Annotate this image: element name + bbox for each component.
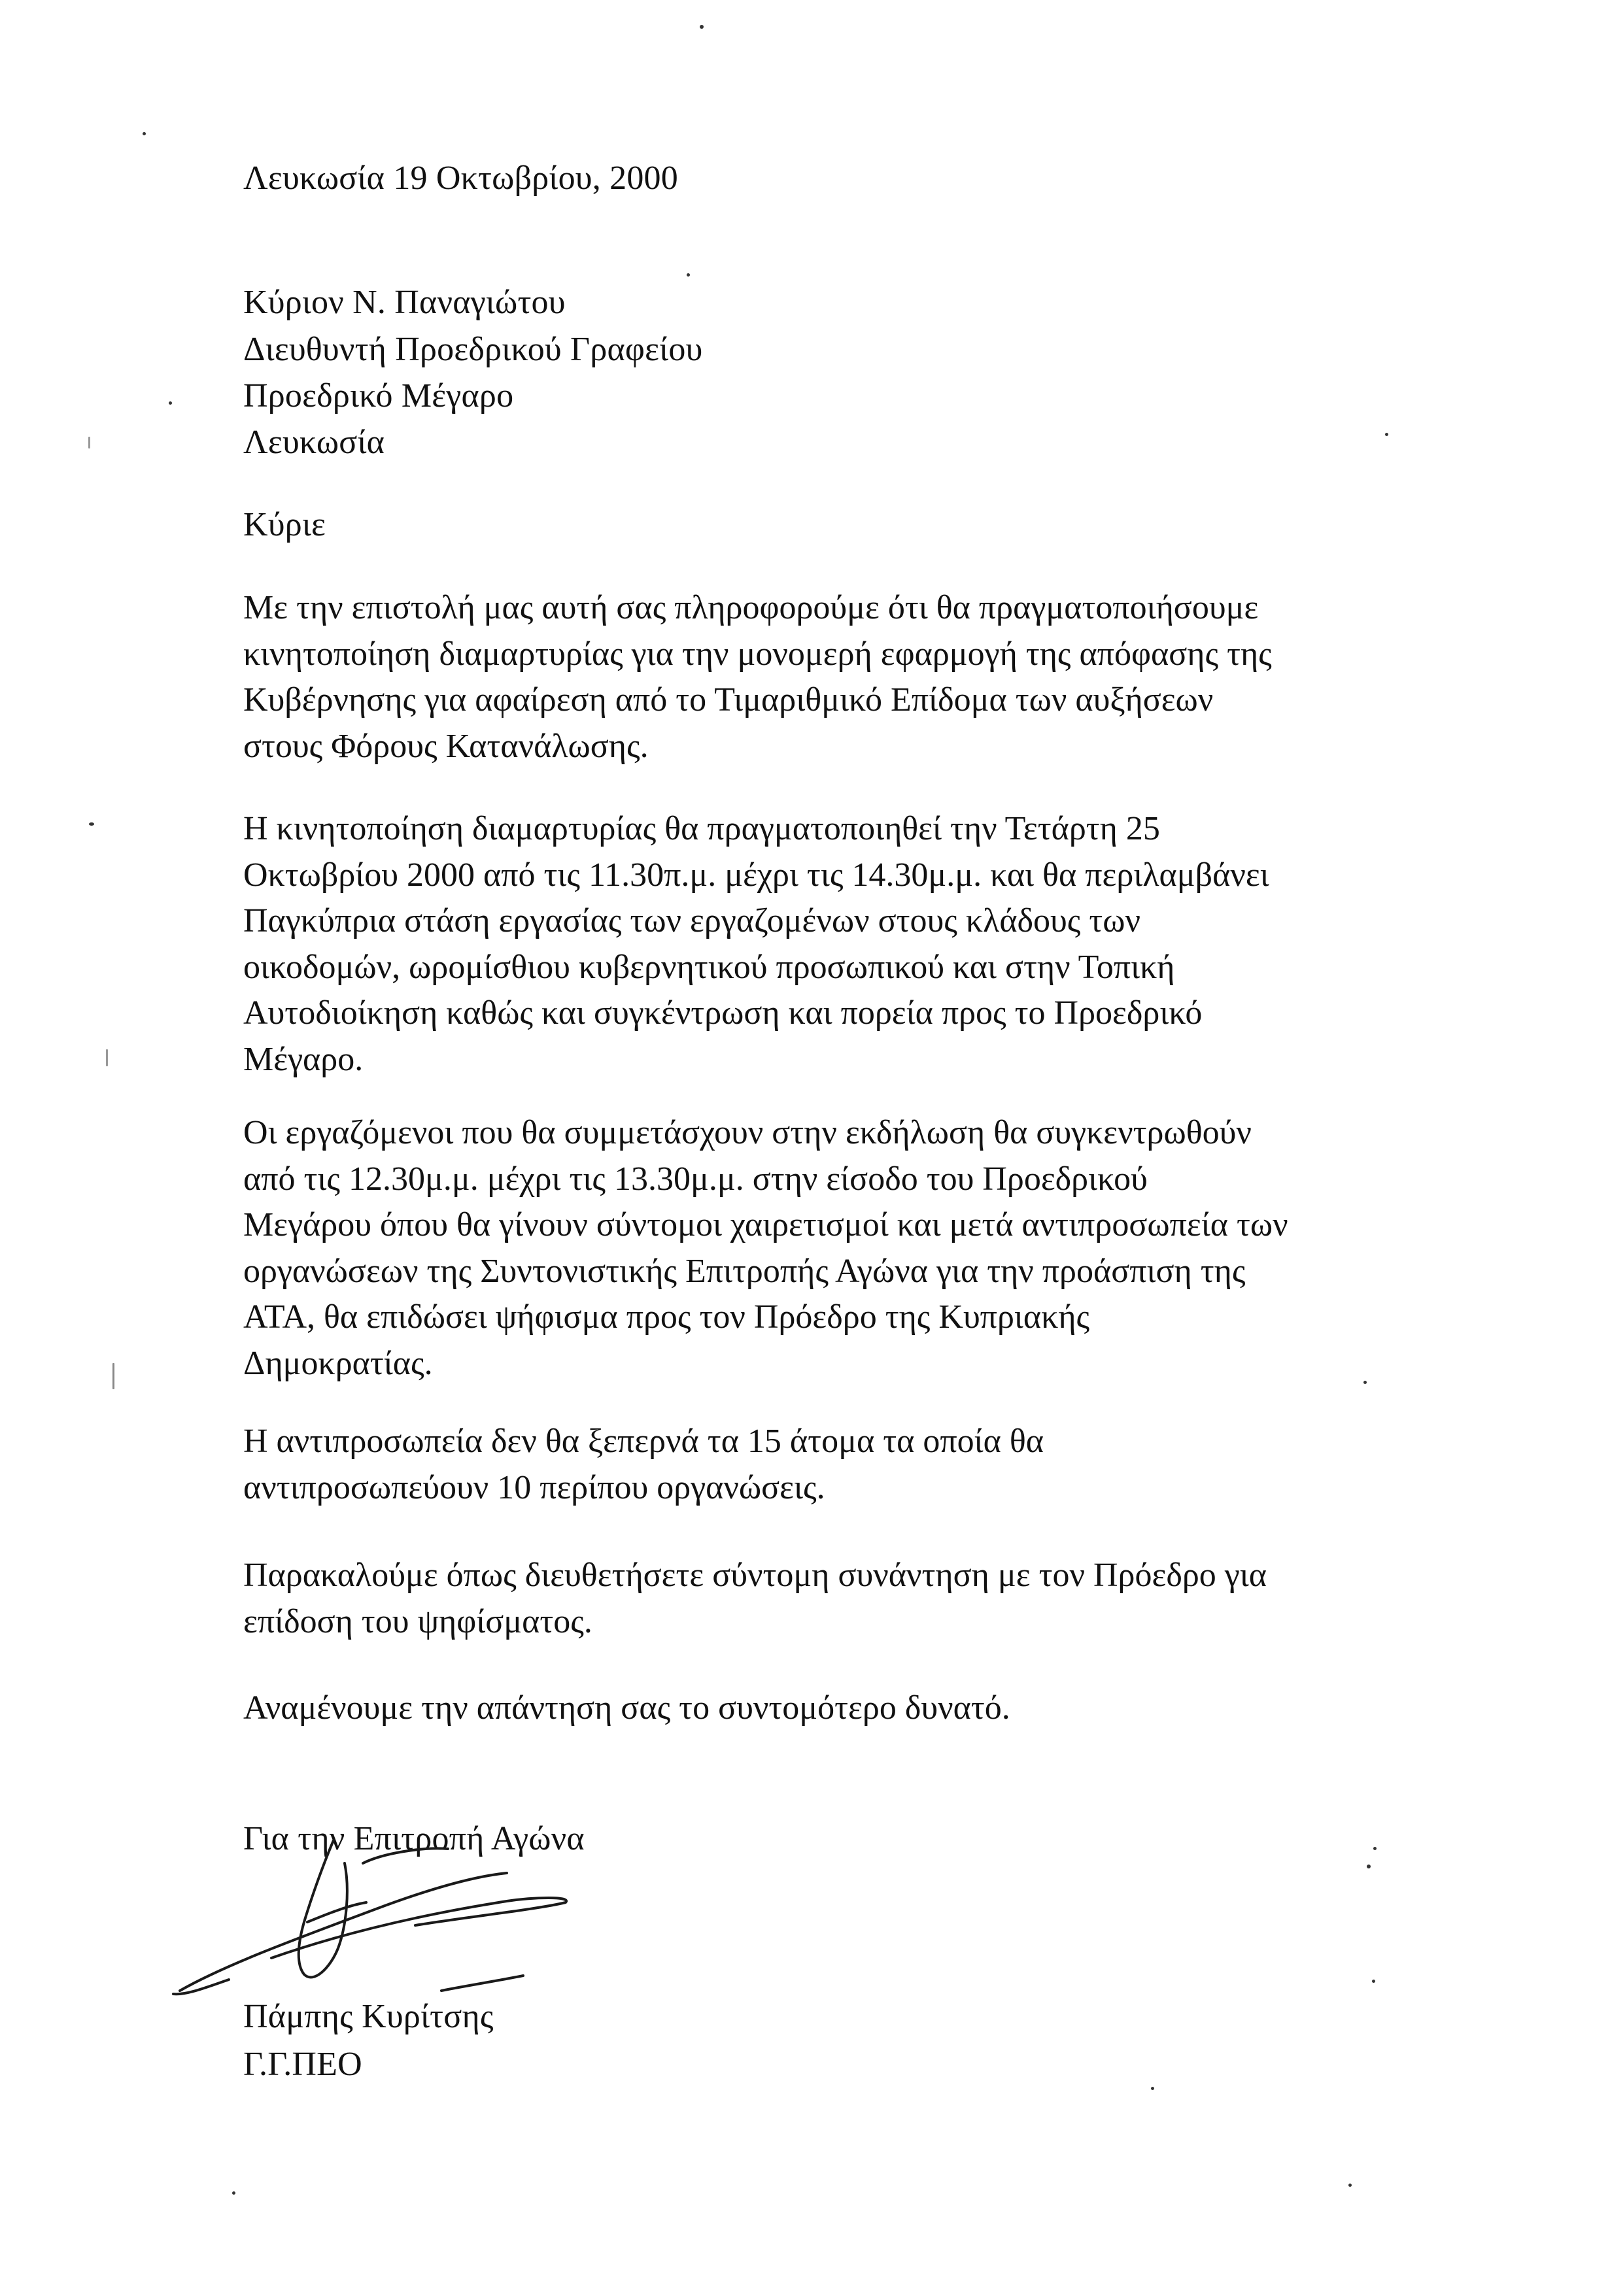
paragraph-5 [243,1553,1447,1645]
paragraph-line: Παρακαλούμε όπως διευθετήσετε σύντομη συνάντηση με τον Πρόεδρο για [243,1557,1267,1594]
scan-speck [169,401,172,405]
paragraph-1 [243,585,1447,769]
scan-speck [106,1049,108,1066]
recipient-city: Λευκωσία [243,424,385,461]
scan-speck [700,25,704,29]
scan-speck [89,822,94,826]
recipient-position: Διευθυντή Προεδρικού Γραφείου [243,331,703,368]
paragraph-line: Μέγαρο. [243,1040,364,1078]
paragraph-line: Οκτωβρίου 2000 από τις 11.30π.μ. μέχρι τις 14.30μ.μ. και θα περιλαμβάνει [243,856,1269,894]
paragraph-3 [243,1110,1447,1387]
paragraph-line: Παγκύπρια στάση εργασίας των εργαζομένων στους κλάδους των [243,902,1141,939]
signer-title: Γ.Γ.ΠΕΟ [243,2046,362,2083]
handwritten-signature [167,1824,611,2001]
paragraph-line: οικοδομών, ωρομίσθιου κυβερνητικού προσωπικού και στην Τοπική [243,948,1175,986]
paragraph-6 [243,1685,1447,1732]
paragraph-2 [243,806,1447,1083]
paragraph-line: Αυτοδιοίκηση καθώς και συγκέντρωση και πορεία προς το Προεδρικό [243,994,1203,1032]
scan-speck [1348,2184,1352,2187]
paragraph-line: Δημοκρατίας. [243,1344,433,1382]
scan-speck [232,2191,235,2195]
paragraph-line: Η κινητοποίηση διαμαρτυρίας θα πραγματοποιηθεί την Τετάρτη 25 [243,810,1160,847]
scan-speck [1385,433,1388,436]
recipient-building: Προεδρικό Μέγαρο [243,377,514,414]
paragraph-line: Οι εργαζόμενοι που θα συμμετάσχουν στην εκδήλωση θα συγκεντρωθούν [243,1114,1252,1151]
paragraph-4 [243,1419,1447,1511]
scan-speck [1373,1847,1377,1850]
paragraph-line: επίδοση του ψηφίσματος. [243,1602,592,1640]
paragraph-line: Με την επιστολή μας αυτή σας πληροφορούμε ότι θα πραγματοποιήσουμε [243,589,1259,626]
scan-speck [143,132,146,135]
paragraph-line: από τις 12.30μ.μ. μέχρι τις 13.30μ.μ. στην είσοδο του Προεδρικού [243,1160,1148,1198]
closing-line: Για την Επιτροπή Αγώνα [243,1820,585,1857]
salutation: Κύριε [243,506,326,543]
scan-speck [1151,2087,1154,2090]
scan-speck [1367,1865,1371,1868]
paragraph-line: Μεγάρου όπου θα γίνουν σύντομοι χαιρετισμοί και μετά αντιπροσωπεία των [243,1206,1288,1243]
scan-speck [112,1363,114,1389]
scan-speck [687,273,690,277]
recipient-name: Κύριον Ν. Παναγιώτου [243,284,566,321]
scan-speck [1372,1980,1375,1983]
signer-name: Πάμπης Κυρίτσης [243,1998,494,2035]
paragraph-line: Η αντιπροσωπεία δεν θα ξεπερνά τα 15 άτομα τα οποία θα [243,1423,1044,1460]
paragraph-line: στους Φόρους Κατανάλωσης. [243,727,649,765]
paragraph-line: Κυβέρνησης για αφαίρεση από το Τιμαριθμικό Επίδομα των αυξήσεων [243,681,1214,718]
paragraph-line: αντιπροσωπεύουν 10 περίπου οργανώσεις. [243,1468,825,1506]
scan-speck [1363,1381,1367,1384]
paragraph-line: ΑΤΑ, θα επιδώσει ψήφισμα προς τον Πρόεδρο της Κυπριακής [243,1298,1090,1336]
scan-speck [88,437,90,448]
paragraph-line: οργανώσεων της Συντονιστικής Επιτροπής Αγώνα για την προάσπιση της [243,1252,1246,1290]
paragraph-line: κινητοποίηση διαμαρτυρίας για την μονομερή εφαρμογή της απόφασης της [243,635,1272,673]
paragraph-line: Αναμένουμε την απάντηση σας το συντομότερο δυνατό. [243,1689,1010,1727]
letter-date: Λευκωσία 19 Οκτωβρίου, 2000 [243,160,678,197]
